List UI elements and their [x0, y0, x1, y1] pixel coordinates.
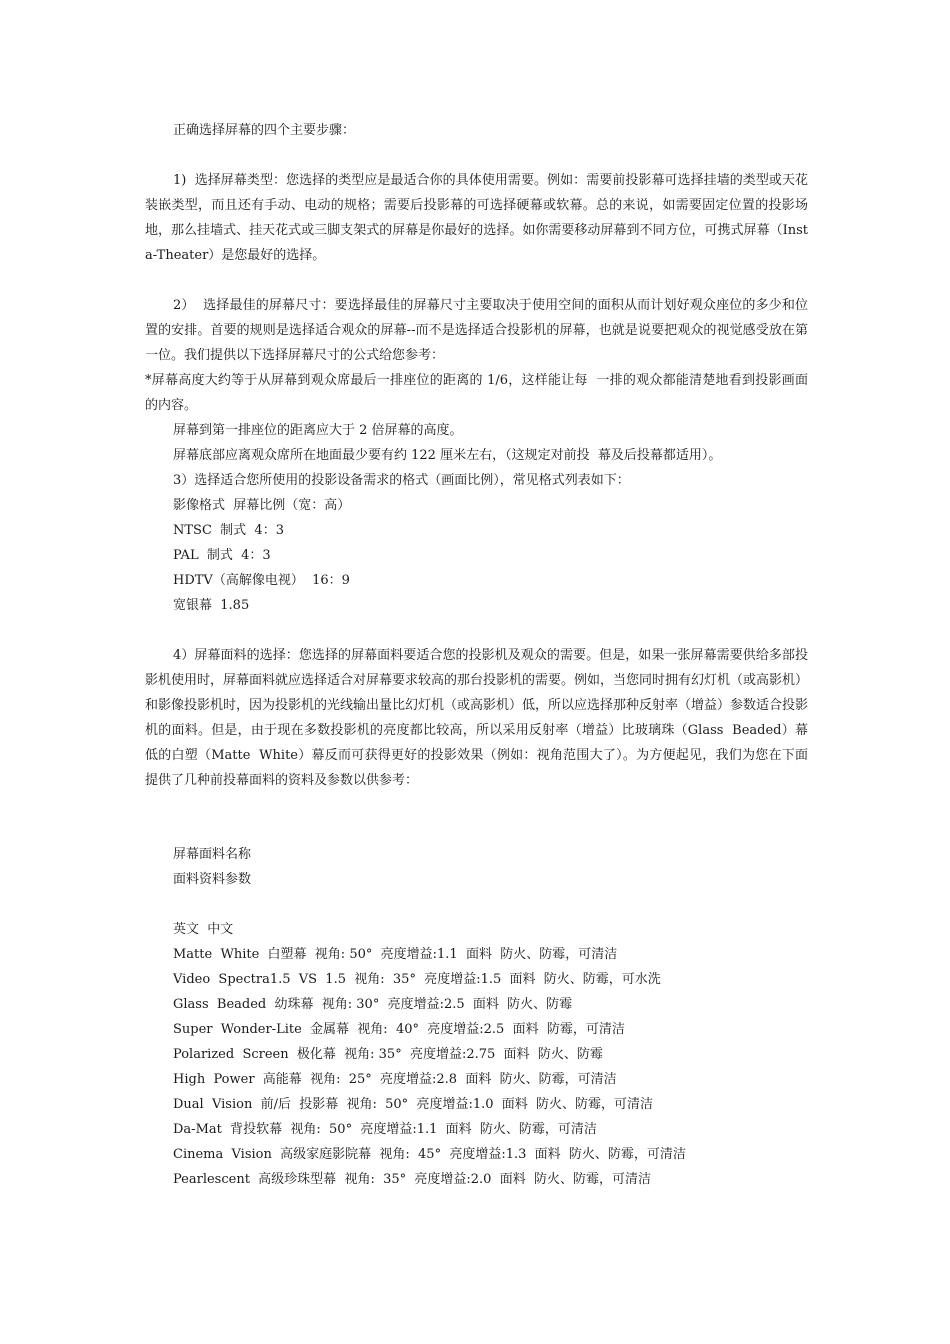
fabric-row: Pearlescent 高级珍珠型幕 视角: 35° 亮度增益:2.0 面料 防火、防霉，可清洁: [173, 1172, 651, 1187]
fabric-name-header: 屏幕面料名称: [173, 847, 252, 862]
step-3-paragraph: 3）选择适合您所使用的投影设备需求的格式（画面比例），常见格式列表如下：: [173, 473, 630, 488]
format-row: HDTV（高解像电视） 16：9: [173, 573, 350, 588]
spacer: [145, 618, 808, 643]
fabric-row: Cinema Vision 高级家庭影院幕 视角: 45° 亮度增益:1.3 面料 防火、防霉，可清洁: [173, 1147, 686, 1162]
fabric-row: Glass Beaded 幼珠幕 视角: 30° 亮度增益:2.5 面料 防火、防霉: [173, 997, 573, 1012]
document-title: 正确选择屏幕的四个主要步骤：: [173, 123, 356, 138]
fabric-row: Super Wonder-Lite 金属幕 视角: 40° 亮度增益:2.5 面料 防霉，可清洁: [173, 1022, 625, 1037]
fabric-param-header: 面料资料参数: [173, 872, 252, 887]
step-2-paragraph: 2） 选择最佳的屏幕尺寸：要选择最佳的屏幕尺寸主要取决于使用空间的面积从而计划好观众座位的多少和位置的安排。首要的规则是选择适合观众的屏幕--而不是选择适合投影机的屏幕，也就是说要把观众的视觉感受放在第一位。我们提供以下选择屏幕尺寸的公式给您参考：: [145, 298, 808, 363]
format-row: PAL 制式 4：3: [173, 548, 271, 563]
format-row: 宽银幕 1.85: [173, 598, 250, 613]
screen-height-rule: *屏幕高度大约等于从屏幕到观众席最后一排座位的距离的 1/6，这样能让每 一排的观众都能清楚地看到投影画面的内容。: [145, 373, 808, 413]
step-1-paragraph: 1) 选择屏幕类型：您选择的类型应是最适合你的具体使用需要。例如：需要前投影幕可选择挂墙的类型或天花装嵌类型，而且还有手动、电动的规格；需要后投影幕的可选择硬幕或软幕。总的来说，如需要固定位置的投影场地，那么挂墙式、挂天花式或三脚支架式的屏幕是你最好的选择。如你需要移动屏幕到不同方位，可携式屏幕（Insta-Theater）是您最好的选择。: [145, 173, 808, 263]
step-4-paragraph: 4）屏幕面料的选择：您选择的屏幕面料要适合您的投影机及观众的需要。但是，如果一张屏幕需要供给多部投影机使用时，屏幕面料就应选择适合对屏幕要求较高的那台投影机的需要。例如，当您同时拥有幻灯机（或高影机）和影像投影机时，因为投影机的光线输出量比幻灯机（或高影机）低，所以应选择那种反射率（增益）参数适合投影机的面料。但是，由于现在多数投影机的亮度都比较高，所以采用反射率（增益）比玻璃珠（Glass Beaded）幕低的白塑（Matte White）幕反而可获得更好的投影效果（例如：视角范围大了）。为方便起见，我们为您在下面提供了几种前投幕面料的资料及参数以供参考：: [145, 648, 809, 788]
fabric-row: Matte White 白塑幕 视角: 50° 亮度增益:1.1 面料 防火、防霉，可清洁: [173, 947, 618, 962]
format-row: NTSC 制式 4：3: [173, 523, 284, 538]
fabric-row: Polarized Screen 极化幕 视角: 35° 亮度增益:2.75 面料 防火、防霉: [173, 1047, 603, 1062]
spacer: [145, 793, 808, 818]
fabric-row: Dual Vision 前/后 投影幕 视角: 50° 亮度增益:1.0 面料 防火、防霉，可清洁: [173, 1097, 654, 1112]
language-header: 英文 中文: [173, 922, 234, 937]
fabric-row: Video Spectra1.5 VS 1.5 视角: 35° 亮度增益:1.5 面料 防火、防霉，可水洗: [173, 972, 661, 987]
screen-bottom-rule: 屏幕底部应离观众席所在地面最少要有约 122 厘米左右，（这规定对前投 幕及后投幕都适用）。: [173, 448, 722, 463]
fabric-row: Da-Mat 背投软幕 视角: 50° 亮度增益:1.1 面料 防火、防霉，可清洁: [173, 1122, 597, 1137]
spacer: [145, 268, 808, 293]
spacer: [145, 143, 808, 168]
first-row-distance-rule: 屏幕到第一排座位的距离应大于 2 倍屏幕的高度。: [173, 423, 463, 438]
fabric-row: High Power 高能幕 视角: 25° 亮度增益:2.8 面料 防火、防霉，可清洁: [173, 1072, 617, 1087]
spacer: [145, 818, 808, 842]
spacer: [145, 892, 808, 917]
format-table-header: 影像格式 屏幕比例（宽：高）: [173, 498, 351, 513]
